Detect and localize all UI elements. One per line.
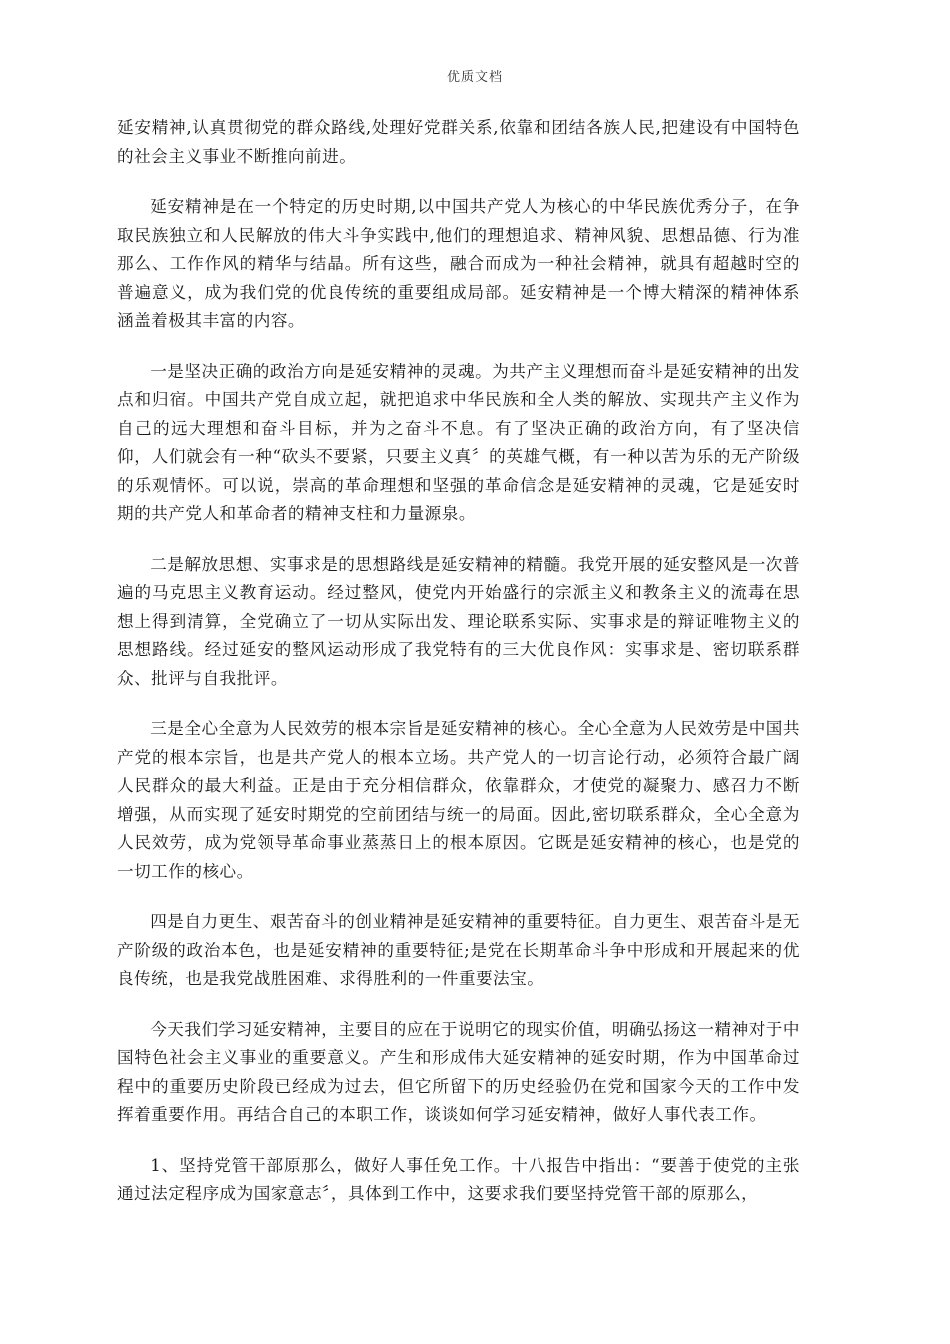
document-body: [117, 114, 800, 1231]
paragraph-7: 今天我们学习延安精神，主要目的应在于说明它的现实价值，明确弘扬这一精神对于中国特色社会主义事业的重要意义。产生和形成伟大延安精神的延安时期，作为中国革命过程中的重要历史阶段已经成为过去，但它所留下的历史经验仍在党和国家今天的工作中发挥着重要作用。再结合自己的本职工作，谈谈如何学习延安精神，做好人事代表工作。: [117, 1019, 800, 1124]
paragraph-3: 一是坚决正确的政治方向是延安精神的灵魂。为共产主义理想而奋斗是延安精神的出发点和归宿。中国共产党自成立起，就把追求中华民族和全人类的解放、实现共产主义作为自己的远大理想和奋斗目标，并为之奋斗不息。有了坚决正确的政治方向，有了坚决信仰，人们就会有一种“砍头不要紧，只要主义真〞的英雄气概，有一种以苦为乐的无产阶级的乐观情怀。可以说，崇高的革命理想和坚强的革命信念是延安精神的灵魂，它是延安时期的共产党人和革命者的精神支柱和力量源泉。: [117, 361, 800, 523]
page-header: 优质文档: [446, 70, 503, 85]
paragraph-5: 三是全心全意为人民效劳的根本宗旨是延安精神的核心。全心全意为人民效劳是中国共产党的根本宗旨，也是共产党人的根本立场。共产党人的一切言论行动，必须符合最广阔人民群众的最大利益。正是由于充分相信群众，依靠群众，才使党的凝聚力、感召力不断增强，从而实现了延安时期党的空前团结与统一的局面。因此,密切联系群众，全心全意为人民效劳，成为党领导革命事业蒸蒸日上的根本原因。它既是延安精神的核心，也是党的一切工作的核心。: [117, 719, 800, 881]
paragraph-1: 延安精神,认真贯彻党的群众路线,处理好党群关系,依靠和团结各族人民,把建设有中国特色的社会主义事业不断推向前进。: [117, 118, 800, 166]
paragraph-8: 1、坚持党管干部原那么，做好人事任免工作。十八报告中指出：“要善于使党的主张通过法定程序成为国家意志〞，具体到工作中，这要求我们要坚持党管干部的原那么，: [117, 1155, 800, 1203]
paragraph-4: 二是解放思想、实事求是的思想路线是延安精神的精髓。我党开展的延安整风是一次普遍的马克思主义教育运动。经过整风，使党内开始盛行的宗派主义和教条主义的流毒在思想上得到清算，全党确立了一切从实际出发、理论联系实际、实事求是的辩证唯物主义的思想路线。经过延安的整风运动形成了我党特有的三大优良作风：实事求是、密切联系群众、批评与自我批评。: [117, 554, 800, 688]
paragraph-6: 四是自力更生、艰苦奋斗的创业精神是延安精神的重要特征。自力更生、艰苦奋斗是无产阶级的政治本色，也是延安精神的重要特征;是党在长期革命斗争中形成和开展起来的优良传统，也是我党战胜困难、求得胜利的一件重要法宝。: [117, 912, 800, 988]
paragraph-2: 延安精神是在一个特定的历史时期,以中国共产党人为核心的中华民族优秀分子，在争取民族独立和人民解放的伟大斗争实践中,他们的理想追求、精神风貌、思想品德、行为准那么、工作作风的精华与结晶。所有这些，融合而成为一种社会精神，就具有超越时空的普遍意义，成为我们党的优良传统的重要组成局部。延安精神是一个博大精深的精神体系涵盖着极其丰富的内容。: [117, 197, 800, 330]
